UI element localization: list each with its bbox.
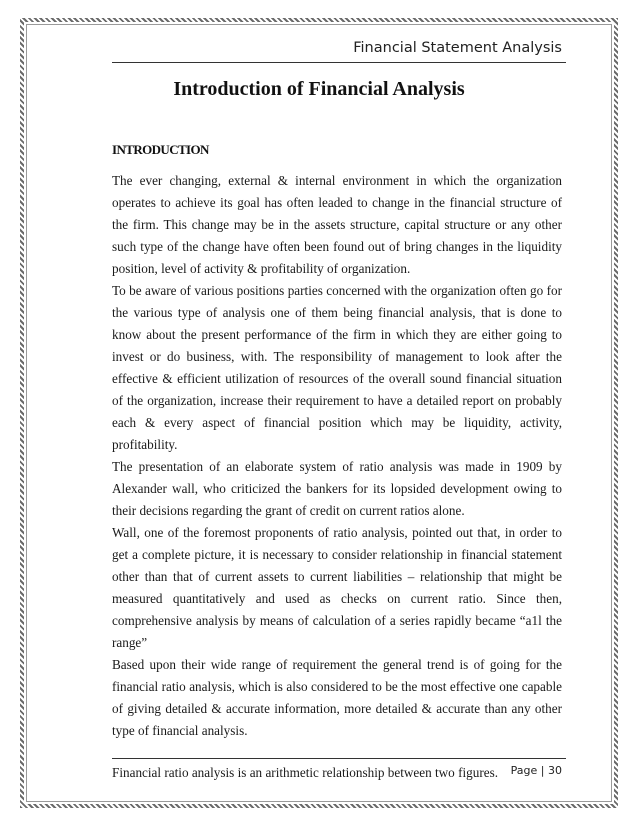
running-header: Financial Statement Analysis [353,40,562,56]
paragraph: Based upon their wide range of requirement the general trend is of going for the financial ratio analysis, which is also considered to be the most effective one capable of giving detailed & accurate information, more detailed & accurate than any other type of financial analysis. [112,657,562,738]
page-title: Introduction of Financial Analysis [173,78,465,100]
paragraph: The presentation of an elaborate system of ratio analysis was made in 1909 by Alexander wall, who criticized the bankers for its lopsided development owing to their decisions regarding the grant of credit on current ratios alone. [112,459,562,518]
paragraph: The ever changing, external & internal environment in which the organization operates to achieve its goal has often leaded to change in the financial structure of the firm. This change may be in the assets structure, capital structure or any other such type of the change have often been found out of bring changes in the liquidity position, level of activity & profitability of organization. [112,173,562,276]
footer-rule [112,758,566,759]
paragraph: Wall, one of the foremost proponents of ratio analysis, pointed out that, in order to get a complete picture, it is necessary to consider relationship in financial statement other than that of current assets to current liabilities – relationship that might be measured quantitatively and used as checks on current ratio. Since then, comprehensive analysis by means of calculation of a series rapidly became “a1l the range” [112,525,562,650]
paragraph: Financial ratio analysis is an arithmetic relationship between two figures. [112,765,498,780]
page-number: Page | 30 [510,764,562,777]
section-heading: INTRODUCTION [112,142,209,157]
body-text [112,170,562,784]
header-rule [112,62,566,63]
paragraph: To be aware of various positions parties concerned with the organization often go for the various type of analysis one of them being financial analysis, that is done to know about the present performance of the firm in which they are either going to invest or do business, with. The responsibility of management to look after the effective & efficient utilization of resources of the overall sound financial situation of the organization, increase their requirement to have a detailed report on probably each & every aspect of financial position which may be liquidity, activity, profitability. [112,283,562,452]
